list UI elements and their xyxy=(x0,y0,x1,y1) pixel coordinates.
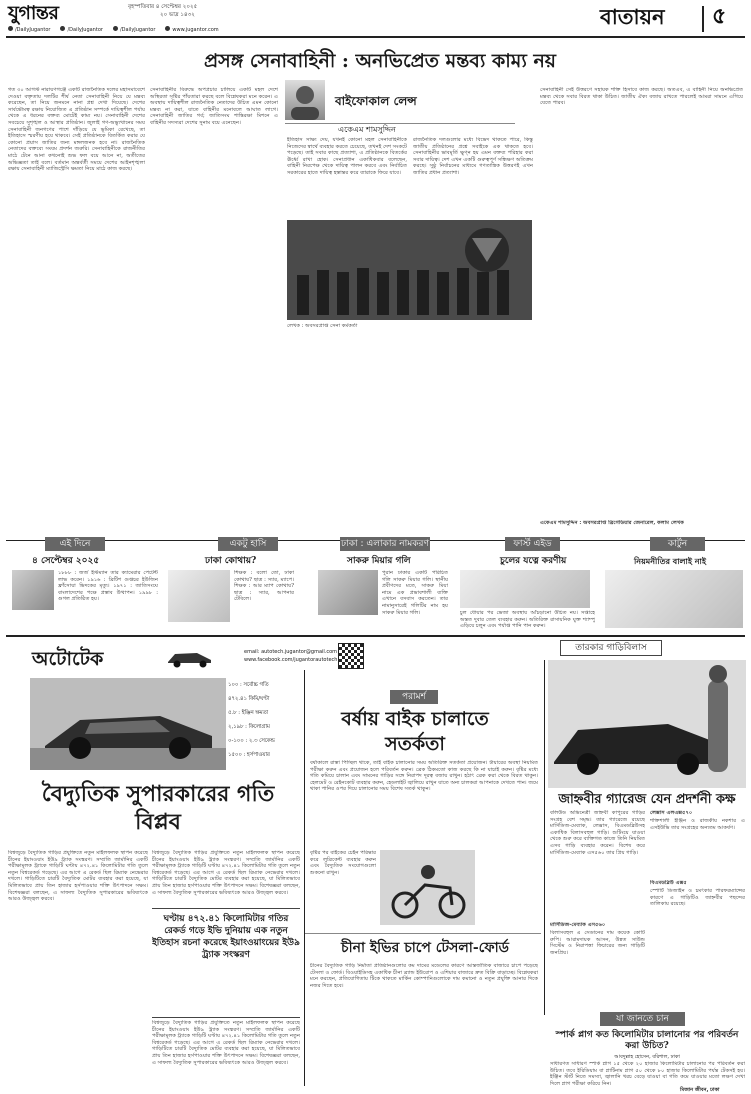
supercar-specs xyxy=(228,678,298,762)
tag-laugh: একটু হাসি xyxy=(218,537,278,551)
hair-photo xyxy=(460,570,590,608)
celeb-body-mercedes: বিলাসবহুল এ সেডানের দাম কয়েক কোটি রুপি। আরামদায়ক আসন, উন্নত সাউন্ড সিস্টেম ও নিরাপত্তা ফিচারের জন্য গাড়িটি জনপ্রিয়। xyxy=(550,930,645,956)
social-bar xyxy=(8,26,303,33)
autotech-top-rule xyxy=(6,635,745,637)
masthead-rule xyxy=(6,36,745,38)
twitter-link[interactable]: /DailyJugantor xyxy=(60,26,102,33)
autotech-car-icon xyxy=(165,648,215,668)
author-name: একেএম শামসুদ্দিন xyxy=(330,125,404,135)
byline-rule xyxy=(285,123,515,124)
tag-first-aid: ফার্স্ট এইড xyxy=(505,537,560,551)
first-aid-text: চুল ধোয়ার পর ভেজা অবস্থায় আঁচড়ানো উচিত নয়। সপ্তাহে অন্তত দুবার তেল ব্যবহার করুন। অতিরিক্ত রাসায়নিক যুক্ত শ্যাম্পু এড়িয়ে চলুন এবং পর্যাপ্ত পানি পান করুন। xyxy=(460,610,595,630)
youtube-link[interactable]: /DailyJugantor xyxy=(113,26,155,33)
section-divider xyxy=(702,6,704,32)
lead-col1: গত ৩০ আগস্ট নারায়ণগঞ্জে একটি রাজনৈতিক দলের মহাসমাবেশে দেওয়া বক্তৃতায় দলটির শীর্ষ নেতা সেনাবাহিনী নিয়ে যে মন্তব্য করেছেন, তা নিয়ে জনমনে নানা প্রশ্ন দেখা দিয়েছে। দেশের সার্বভৌমত্ব রক্ষায় নিয়োজিত এ প্রতিষ্ঠান সম্পর্কে দায়িত্বশীল পর্যায় থেকে এ ধরনের বক্তব্য মোটেই কাম্য নয়। সেনাবাহিনী দেশের সবচেয়ে সুশৃঙ্খল ও আস্থার প্রতিষ্ঠান। জুলাই গণ-অভ্যুত্থানের সময় সেনাবাহিনী জনগণের পাশে দাঁড়িয়ে যে ভূমিকা রেখেছে, তা ইতিহাসে স্মরণীয় হয়ে থাকবে। সেই প্রতিষ্ঠানকে বিতর্কিত করার যে কোনো প্রয়াস জাতির জন্য মঙ্গলজনক হবে না। রাজনৈতিক নেতাদের বক্তব্যে সংযম প্রদর্শন জরুরি। সেনাবাহিনীকে রাজনীতির মাঠে টেনে আনা কখনোই শুভ ফল বয়ে আনে না, অতীতের অভিজ্ঞতা তাই বলে। বর্তমান অন্তর্বর্তী সময়ে দেশের আইনশৃঙ্খলা রক্ষায় সেনাবাহিনী ম্যাজিস্ট্রেসি ক্ষমতা নিয়ে মাঠে কাজ করছে। xyxy=(8,87,145,173)
celeb-sub-bmw: বিএমডব্লিউ এক্স৫ xyxy=(650,880,687,886)
advice-body: বর্ষাকালে রাস্তা পিচ্ছিল থাকে, তাই বাইক চালানোর সময় অতিরিক্ত সতর্কতা প্রয়োজন। টায়ারের অবস্থা নিয়মিত পরীক্ষা করুন এবং প্রয়োজন হলে পরিবর্তন করুন। ব্রেক ঠিকমতো কাজ করছে কি না যাচাই করুন। বৃষ্টির মধ্যে গতি কমিয়ে চালান এবং সামনের গাড়ির সঙ্গে নিরাপদ দূরত্ব বজায় রাখুন। হঠাৎ ব্রেক করা থেকে বিরত থাকুন। হেলমেট ও রেইনকোট ব্যবহার করুন, হেডলাইট জ্বালিয়ে রাখুন যাতে অন্য চালকরা আপনাকে দেখতে পান। জমে থাকা পানির ওপর দিয়ে চালানোর সময় বিশেষ সতর্ক থাকুন। xyxy=(310,760,538,793)
qr-code-icon xyxy=(338,643,364,669)
page-number: ৫ xyxy=(712,3,727,29)
autotech-body: বিশ্বজুড়ে বৈদ্যুতিক গাড়ির প্রযুক্তিতে নতুন মাইলফলক স্থাপন করেছে চীনের ইয়াংওয়াং ইউ৯ ট্র্যাক সংস্করণ। সম্প্রতি জার্মানির একটি পরীক্ষামূলক ট্র্যাকে গাড়িটি ঘণ্টায় ৪৭২.৪১ কিলোমিটার গতি তুলে নতুন বিশ্বরেকর্ড গড়েছে। এর আগে এ রেকর্ড ছিল রিম্যাক নেভেরার দখলে। গাড়িটিতে চারটি বৈদ্যুতিক মোটর ব্যবহার করা হয়েছে, যা মিলিতভাবে প্রায় তিন হাজার হর্সপাওয়ার শক্তি উৎপাদনে সক্ষম। বিশেষজ্ঞরা বলছেন, এ সাফল্য বৈদ্যুতিক সুপারকারের ভবিষ্যৎকে আরও উজ্জ্বল করবে। xyxy=(8,850,148,903)
spec-line: ১০০ : সর্বোচ্চ গতি xyxy=(228,682,269,688)
celeb-body: বলিউড অভিনেত্রী জাহ্নবী কাপুরের গাড়ির সংগ্রহ বেশ সমৃদ্ধ। তার গ্যারেজে রয়েছে মার্সিডিজ-মেব্যাক, লেক্সাস, বিএমডব্লিউসহ একাধিক বিলাসবহুল গাড়ি। শুটিংয়ে যাওয়া থেকে শুরু করে ব্যক্তিগত কাজে তিনি নিয়মিত এসব গাড়ি ব্যবহার করেন। বিশেষ করে মার্সিডিজ-মেব্যাক এস৫৬০ তার প্রিয় গাড়ি। xyxy=(550,810,645,856)
masthead-logo: যুগান্তর xyxy=(8,2,59,24)
advice-headline-1: বর্ষায় বাইক চালাতে xyxy=(341,708,489,730)
lead-col3: ইতিহাস সাক্ষ্য দেয়, যখনই কোনো মহল সেনাবাহিনীকে নিজেদের স্বার্থে ব্যবহার করতে চেয়েছে, তখনই দেশ সংকটে পড়েছে। তাই সবার কাছে প্রত্যাশা, এ প্রতিষ্ঠানকে বিতর্কের ঊর্ধ্বে রাখা হোক। সেনাপ্রধান একাধিকবার বলেছেন, বাহিনী নিরপেক্ষ থেকে দায়িত্ব পালন করবে এবং নির্বাচিত সরকারের হাতে দায়িত্ব হস্তান্তর করে ব্যারাকে ফিরে যাবে। xyxy=(287,137,407,176)
advice-headline-2: সতর্কতা xyxy=(385,733,445,755)
this-day-photo xyxy=(12,570,54,610)
supercar-photo xyxy=(30,678,226,770)
cartoon-subtitle: নিয়মনীতির বালাই নাই xyxy=(634,556,707,566)
autotech-body-2: বিশ্বজুড়ে বৈদ্যুতিক গাড়ির প্রযুক্তিতে নতুন মাইলফলক স্থাপন করেছে চীনের ইয়াংওয়াং ইউ৯ ট্র্যাক সংস্করণ। সম্প্রতি জার্মানির একটি পরীক্ষামূলক ট্র্যাকে গাড়িটি ঘণ্টায় ৪৭২.৪১ কিলোমিটার গতি তুলে নতুন বিশ্বরেকর্ড গড়েছে। এর আগে এ রেকর্ড ছিল রিম্যাক নেভেরার দখলে। গাড়িটিতে চারটি বৈদ্যুতিক মোটর ব্যবহার করা হয়েছে, যা মিলিতভাবে প্রায় তিন হাজার হর্সপাওয়ার শক্তি উৎপাদনে সক্ষম। বিশেষজ্ঞরা বলছেন, এ সাফল্য বৈদ্যুতিক সুপারকারের ভবিষ্যৎকে আরও উজ্জ্বল করবে। xyxy=(152,850,300,896)
spec-line: ১৫০০ : হর্সপাওয়ার xyxy=(228,752,270,758)
tag-celebrity-cars: তারকার গাড়িবিলাস xyxy=(560,640,662,656)
cartoon-drawing xyxy=(605,570,743,628)
first-aid-subtitle: চুলের যত্নে করণীয় xyxy=(500,556,567,566)
tesla-rule xyxy=(305,933,541,934)
autotech-email[interactable]: email: autotech.jugantor@gmail.com xyxy=(244,649,338,655)
celeb-headline: জাহ্নবীর গ্যারেজ যেন প্রদর্শনী কক্ষ xyxy=(558,792,736,807)
qa-answer: সাধারণত সাধারণ স্পার্ক প্লাগ ১৫ থেকে ২০ হাজার কিলোমিটার চালানোর পর পরিবর্তন করা উচিত। তবে ইরিডিয়াম বা প্লাটিনাম প্লাগ ৫০ থেকে ৮০ হাজার কিলোমিটার পর্যন্ত টেকসই হয়। ইঞ্জিন স্টার্ট নিতে সমস্যা, জ্বালানি খরচ বেড়ে যাওয়া বা গতি কমে যাওয়ার মতো লক্ষণ দেখা দিলে প্লাগ পরীক্ষা করিয়ে নিন। xyxy=(550,1061,745,1087)
twitter-icon xyxy=(60,26,65,31)
tag-this-day: এই দিনে xyxy=(45,537,105,551)
spec-line: ২,১৯৮ : কিলোগ্রাম xyxy=(228,724,270,730)
qa-expert: মিজান জীবন, ঢাকা xyxy=(680,1087,720,1093)
laugh-subtitle: ঢাকা কোথায়? xyxy=(205,556,257,566)
autotech-brand: অটোটেক xyxy=(32,648,104,670)
laugh-text: শিক্ষক : বলো তো, ঢাকা কোথায়? ছাত্র : স্যার, ম্যাপে। শিক্ষক : আর ম্যাপ কোথায়? ছাত্র : স্যার, আপনার টেবিলে। xyxy=(234,570,294,603)
spec-line: ৪৭২.৪১ কিমি/ঘণ্টা xyxy=(228,696,270,702)
tag-cartoon: কার্টুন xyxy=(650,537,705,551)
autotech-pullquote: ঘণ্টায় ৪৭২.৪১ কিলোমিটার গতির রেকর্ড গড়ে ইভি দুনিয়ায় এক নতুন ইতিহাস রচনা করেছে ইয়াংওয়াংয়ের ইউ৯ ট্র্যাক সংস্করণ xyxy=(152,908,300,1018)
globe-icon xyxy=(165,26,170,31)
lead-signature: একেএম শামসুদ্দিন : অবসরপ্রাপ্ত ব্রিগেডিয়ার জেনারেল, কলাম লেখক xyxy=(540,520,684,526)
facebook-icon xyxy=(8,26,13,31)
tesla-headline: চীনা ইভির চাপে টেসলা-ফোর্ড xyxy=(341,940,509,956)
dhaka-naming-subtitle: সাকরু মিয়ার গলি xyxy=(347,556,411,566)
spec-line: ০-১০০ : ২.৩ সেকেন্ড xyxy=(228,738,275,744)
lead-col5: সেনাবাহিনী সেই উত্তরণে সহায়ক শক্তি হিসাবে কাজ করছে। অতএব, এ বাহিনী নিয়ে অনভিপ্রেত মন্তব্য থেকে সবার বিরত থাকা উচিত। জাতীয় ঐক্য বজায় রাখতে পারলেই আমরা সামনে এগিয়ে যেতে পারব। xyxy=(540,87,743,107)
qa-question: স্পার্ক প্লাগ কত কিলোমিটার চালানোর পর পরিবর্তন করা উচিত? xyxy=(555,1030,739,1051)
autotech-headline: বৈদ্যুতিক সুপারকারের গতি বিপ্লব xyxy=(41,781,275,835)
celeb-body-lexus: শক্তিশালী ইঞ্জিন ও রাজকীয় নকশার এ এসইউভি তার সংগ্রহের অন্যতম আকর্ষণ। xyxy=(650,818,745,831)
column-name: বাইফোকাল লেন্স xyxy=(335,94,417,108)
masthead-date: বৃহস্পতিবার ৪ সেপ্টেম্বর ২০২৫ xyxy=(128,4,198,10)
masthead-date-bangla: ২০ ভাদ্র ১৪৩২ xyxy=(160,12,195,18)
celeb-column-rule xyxy=(544,660,545,1015)
section-title: বাতায়ন xyxy=(600,4,665,29)
lead-col4: রাজনৈতিক দলগুলোর মধ্যে বিভেদ থাকতে পারে, কিন্তু জাতীয় প্রতিষ্ঠানের প্রশ্নে সবাইকে এক থাকতে হবে। সেনাবাহিনীর ভাবমূর্তি ক্ষুণ্ন হয় এমন বক্তব্য পরিহার করা সবার দায়িত্ব। দেশ এখন একটি গুরুত্বপূর্ণ সন্ধিক্ষণ অতিক্রম করছে। সুষ্ঠু নির্বাচনের মাধ্যমে গণতান্ত্রিক উত্তরণই এখন জাতির প্রধান প্রত্যাশা। xyxy=(413,137,533,176)
alley-photo xyxy=(318,570,378,615)
advice-body-2: বৃষ্টির পর বাইকের চেইন পরিষ্কার করে লুব্রিকেন্ট ব্যবহার করুন এবং বৈদ্যুতিক সংযোগগুলো শুকনো রাখুন। xyxy=(310,850,376,876)
dhaka-naming-text: পুরান ঢাকার একটি পরিচিত গলি সাকরু মিয়ার গলি। স্থানীয় প্রবীণদের মতে, সাকরু মিয়া নামে এক প্রভাবশালী ব্যক্তি এখানে বসবাস করতেন। তার নামানুসারেই গলিটির নাম হয় সাকরু মিয়ার গলি। xyxy=(382,570,448,616)
qa-asker: আবদুল্লাহ হোসেন, বরিশাল, ঢাকা xyxy=(614,1054,680,1060)
lead-photo-caption: লেখক : অবসরপ্রাপ্ত সেনা কর্মকর্তা xyxy=(287,323,358,329)
website-link[interactable]: www.jugantor.com xyxy=(165,26,218,33)
tesla-body: চীনের বৈদ্যুতিক গাড়ি নির্মাতা প্রতিষ্ঠানগুলোর কম দামের মডেলের কারণে আন্তর্জাতিক বাজারে চাপে পড়েছে টেসলা ও ফোর্ড। বিওয়াইডিসহ একাধিক চীনা ব্র্যান্ড ইউরোপ ও এশিয়ার বাজারে দ্রুত বিক্রি বাড়াচ্ছে। বিশ্লেষকরা মনে করছেন, প্রতিযোগিতায় টিকে থাকতে মার্কিন কোম্পানিগুলোকে দাম কমানো ও নতুন প্রযুক্তি আনার দিকে নজর দিতে হবে। xyxy=(310,963,538,989)
autotech-facebook[interactable]: www.facebook.com/jugantorautotech xyxy=(244,657,338,663)
author-photo xyxy=(285,80,325,120)
tag-qa: যা জানতে চান xyxy=(600,1012,685,1026)
celeb-sub-mercedes: মার্সিডিজ-মেব্যাক এস৫৬০ xyxy=(550,922,606,928)
advice-column-rule xyxy=(304,670,305,1086)
youtube-icon xyxy=(113,26,118,31)
autotech-body-3: বিশ্বজুড়ে বৈদ্যুতিক গাড়ির প্রযুক্তিতে নতুন মাইলফলক স্থাপন করেছে চীনের ইয়াংওয়াং ইউ৯ ট্র্যাক সংস্করণ। সম্প্রতি জার্মানির একটি পরীক্ষামূলক ট্র্যাকে গাড়িটি ঘণ্টায় ৪৭২.৪১ কিলোমিটার গতি তুলে নতুন বিশ্বরেকর্ড গড়েছে। এর আগে এ রেকর্ড ছিল রিম্যাক নেভেরার দখলে। গাড়িটিতে চারটি বৈদ্যুতিক মোটর ব্যবহার করা হয়েছে, যা মিলিতভাবে প্রায় তিন হাজার হর্সপাওয়ার শক্তি উৎপাদনে সক্ষম। বিশেষজ্ঞরা বলছেন, এ সাফল্য বৈদ্যুতিক সুপারকারের ভবিষ্যৎকে আরও উজ্জ্বল করবে। xyxy=(152,1020,300,1066)
celeb-sub-lexus: লেক্সাস এলএক্স৫৭০ xyxy=(650,810,693,816)
facebook-link[interactable]: /DailyJugantor xyxy=(8,26,50,33)
this-day-text: ১৮৮৮ : জর্জ ইস্টম্যান তার ক্যামেরার পেটেন্ট লাভ করেন। ১৯১৬ : ব্রিটিশ গুপ্তচর ইউজিন ফ্রাঁসোয়া ভিদকের মৃত্যু। ১৯৭১ : জাতিসংঘে বাংলাদেশের পক্ষে প্রস্তাব উত্থাপন। ১৯৯৮ : গুগল প্রতিষ্ঠিত হয়। xyxy=(58,570,158,603)
tag-dhaka-naming: ঢাকা : এলাকার নামকরণ xyxy=(341,539,429,549)
lead-headline: প্রসঙ্গ সেনাবাহিনী : অনভিপ্রেত মন্তব্য কাম্য নয় xyxy=(203,50,556,72)
celebrity-car-photo xyxy=(548,660,746,788)
laugh-cartoon xyxy=(168,570,230,622)
tag-advice: পরামর্শ xyxy=(390,690,438,704)
spec-line: ৫.৮ : ইঞ্জিন ক্ষমতা xyxy=(228,710,269,716)
this-day-date: ৪ সেপ্টেম্বর ২০২৫ xyxy=(32,556,100,566)
army-parade-photo xyxy=(287,220,532,320)
celeb-body-bmw: স্পোর্টি ডিজাইন ও চমৎকার পারফরম্যান্সের কারণে এ গাড়িটিও জাহ্নবীর পছন্দের তালিকায় রয়েছে। xyxy=(650,888,745,908)
rain-bike-photo xyxy=(380,850,475,925)
lead-col2: সেনাবাহিনীর বিরুদ্ধে অপপ্রচার চালিয়ে একটি মহল দেশে অস্থিরতা সৃষ্টির পাঁয়তারা করছে বলে বিশ্লেষকরা মনে করেন। এ অবস্থায় দায়িত্বশীল রাজনৈতিক নেতাদের উচিত এমন কোনো মন্তব্য না করা, যাতে বাহিনীর মনোবলে আঘাত লাগে। সেনাবাহিনী জাতির গর্ব; জাতিসংঘ শান্তিরক্ষা মিশনে এ বাহিনীর সদস্যরা দেশের সুনাম বয়ে এনেছেন। xyxy=(150,87,278,126)
